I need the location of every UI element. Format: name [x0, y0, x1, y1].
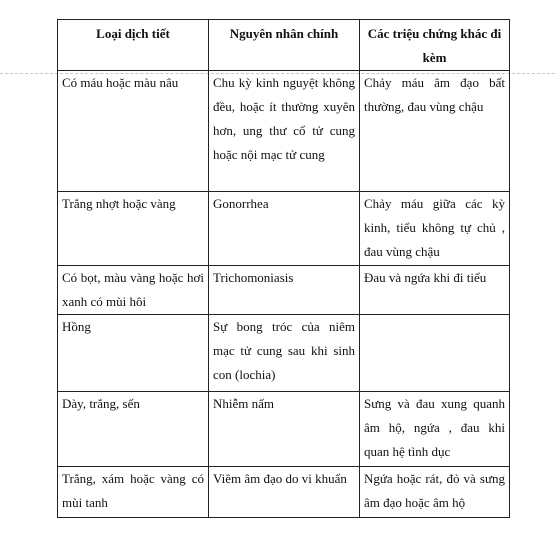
cell-other-symptoms: Sưng và đau xung quanh âm hộ, ngứa , đau khi quan hệ tình dục: [360, 392, 510, 467]
cell-other-symptoms: Đau và ngứa khi đi tiểu: [360, 266, 510, 315]
cell-other-symptoms: Chảy máu giữa các kỳ kinh, tiểu không tự chủ , đau vùng chậu: [360, 192, 510, 266]
cell-main-cause: Nhiễm nấm: [209, 392, 360, 467]
table-row: [58, 266, 510, 315]
cell-main-cause: Gonorrhea: [209, 192, 360, 266]
cell-main-cause: Chu kỳ kinh nguyệt không đều, hoặc ít thường xuyên hơn, ung thư cổ tử cung hoặc nội mạc tử cung: [209, 71, 360, 192]
cell-main-cause: Sự bong tróc của niêm mạc tử cung sau khi sinh con (lochia): [209, 315, 360, 392]
cell-other-symptoms: [360, 315, 510, 392]
table-row: [58, 467, 510, 518]
cell-other-symptoms: Chảy máu âm đạo bất thường, đau vùng chậu: [360, 71, 510, 192]
cell-other-symptoms: Ngứa hoặc rát, đỏ và sưng âm đạo hoặc âm hộ: [360, 467, 510, 518]
cell-discharge-type: Có bọt, màu vàng hoặc hơi xanh có mùi hôi: [58, 266, 209, 315]
table-row: [58, 71, 510, 192]
cell-discharge-type: Dày, trắng, sến: [58, 392, 209, 467]
header-main-cause: Nguyên nhân chính: [209, 20, 360, 71]
header-other-symptoms: Các triệu chứng khác đi kèm: [360, 20, 510, 71]
table-header-row: [58, 20, 510, 71]
table-row: [58, 192, 510, 266]
cell-discharge-type: Trắng nhợt hoặc vàng: [58, 192, 209, 266]
table-row: [58, 315, 510, 392]
cell-discharge-type: Có máu hoặc màu nâu: [58, 71, 209, 192]
header-discharge-type: Loại dịch tiết: [58, 20, 209, 71]
discharge-table: [57, 19, 510, 518]
cell-discharge-type: Trắng, xám hoặc vàng có mùi tanh: [58, 467, 209, 518]
cell-discharge-type: Hồng: [58, 315, 209, 392]
table-row: [58, 392, 510, 467]
cell-main-cause: Trichomoniasis: [209, 266, 360, 315]
cell-main-cause: Viêm âm đạo do vi khuẩn: [209, 467, 360, 518]
